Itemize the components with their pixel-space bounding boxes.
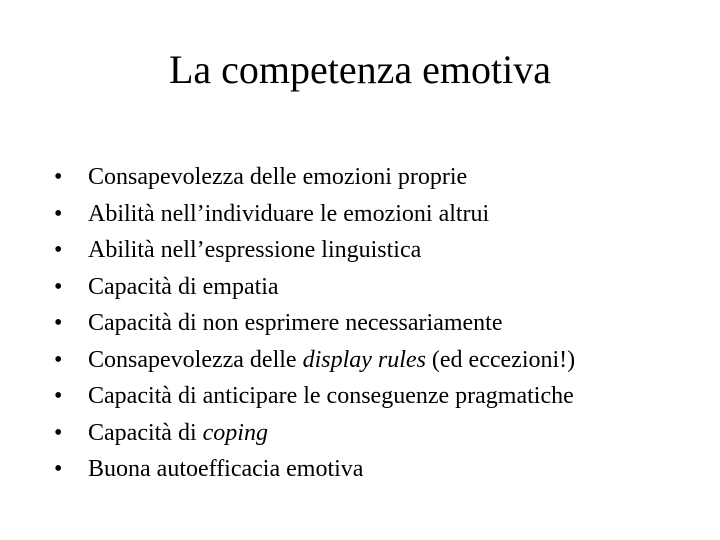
- bullet-text: [88, 415, 268, 452]
- text-segment: Capacità di: [88, 419, 203, 446]
- text-segment: (ed eccezioni!): [425, 346, 576, 373]
- bullet-text: Abilità nell’individuare le emozioni altrui: [88, 200, 490, 227]
- slide-title: La competenza emotiva: [168, 47, 552, 92]
- bullet-icon: •: [54, 456, 63, 482]
- bullet-text: Buona autoefficacia emotiva: [88, 456, 364, 482]
- bullet-icon: •: [54, 164, 63, 190]
- bullet-icon: •: [54, 419, 63, 446]
- emphasized-term: coping: [202, 419, 268, 446]
- bullet-icon: •: [54, 200, 63, 227]
- bullet-text: Capacità di empatia: [88, 273, 279, 300]
- bullet-icon: •: [54, 237, 63, 263]
- text-segment: Consapevolezza delle: [88, 346, 303, 373]
- bullet-text: [88, 342, 575, 379]
- bullet-text: Capacità di non esprimere necessariamente: [88, 310, 503, 336]
- bullet-icon: •: [54, 383, 63, 409]
- emphasized-term: display rules: [302, 346, 426, 373]
- bullet-icon: •: [54, 346, 63, 373]
- bullet-icon: •: [54, 273, 63, 300]
- bullet-text: Capacità di anticipare le conseguenze pragmatiche: [88, 383, 574, 409]
- bullet-icon: •: [54, 310, 63, 336]
- bullet-text: Consapevolezza delle emozioni proprie: [88, 164, 468, 190]
- bullet-text: Abilità nell’espressione linguistica: [88, 237, 422, 263]
